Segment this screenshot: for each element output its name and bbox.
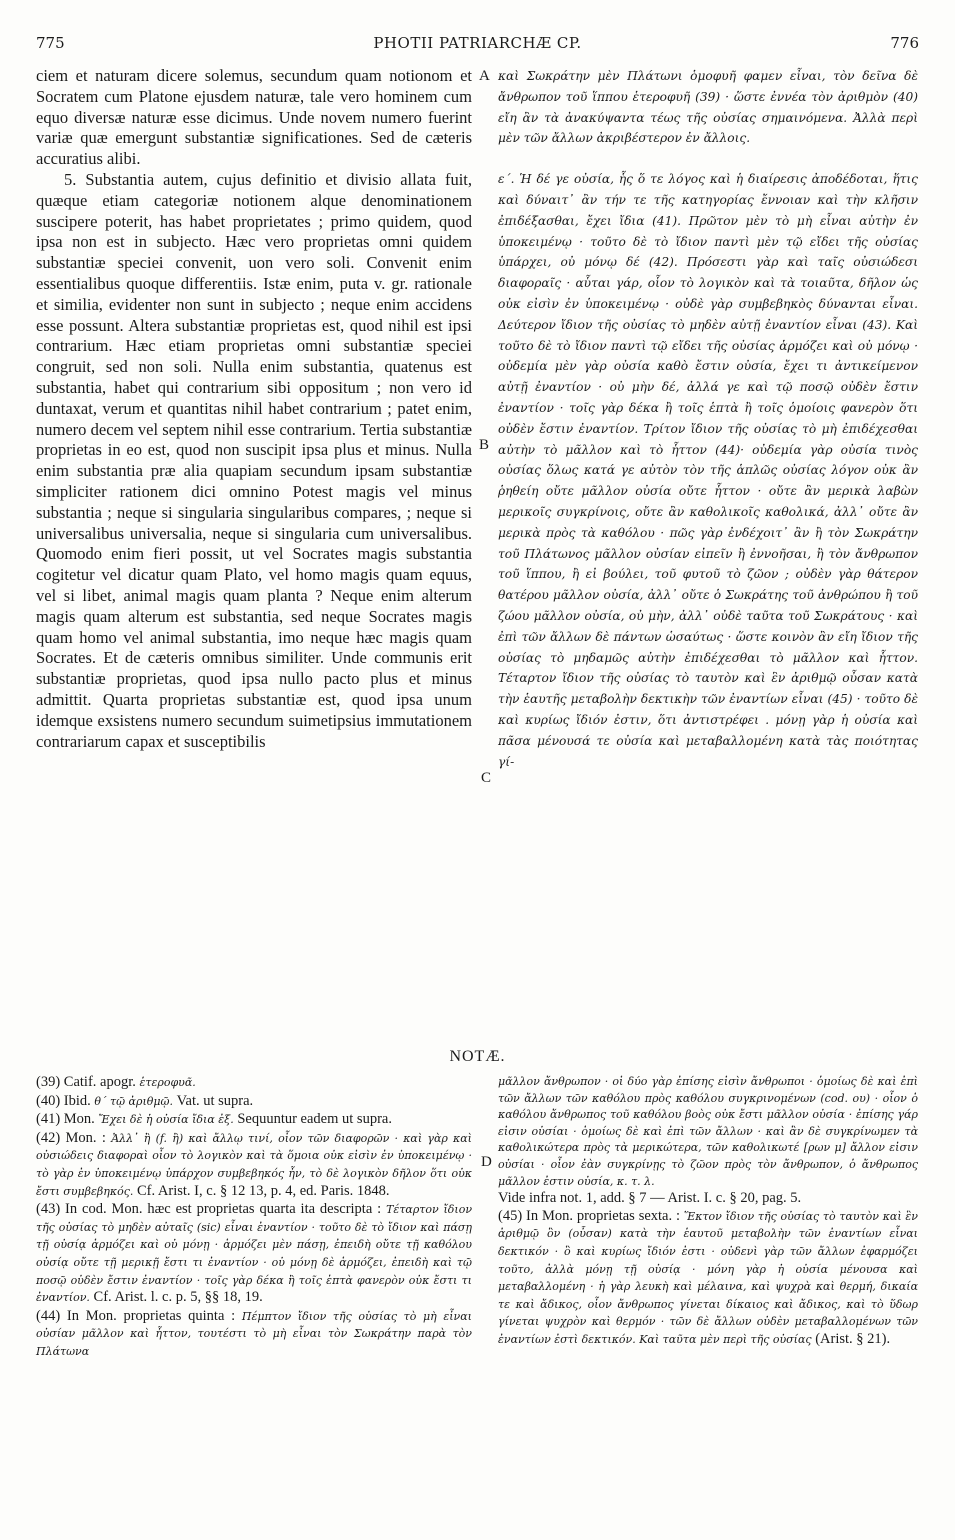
note-39-text: (39) Catif. apogr. [36,1074,140,1090]
note-42 [36,1130,472,1200]
page-number-right: 776 [890,34,919,52]
note-41-greek: Ἔχει δὲ ἡ οὐσία ἴδια ἐξ. [98,1113,234,1127]
note-43-text-end: Cf. Arist. l. c. p. 5, §§ 18, 19. [89,1289,263,1306]
note-40-greek: θ΄ τῷ ἀριθμῷ. [94,1094,174,1108]
note-45 [498,1208,918,1349]
note-44-text: (44) In Mon. proprietas quinta : [36,1307,242,1324]
section-marker-d: D [481,1154,492,1170]
latin-column [36,66,472,752]
note-42-greek: Ἀλλ᾽ ἢ (f. ἢ) καὶ ἄλλῳ τινί, οἷον τῶν διαφορῶν · καὶ γὰρ καὶ οὐσιώδεις διαφοραὶ οἷον τὸ λογικὸν καὶ τὰ ὅμοια οὐκ εἰσὶν ἐν ὑποκειμένῳ · τὸ γὰρ ἐν ὑποκειμένῳ ὑπάρχον συμβεβηκός ἦν, τὸ δὲ λογικὸν δῆλον ὅτι οὐκ ἔστι συμβεβηκός. [36,1131,472,1198]
note-42-text-end: Cf. Arist. I, c. § 12 13, p. 4, ed. Paris. 1848. [133,1182,390,1199]
page-header [0,34,955,58]
latin-paragraph-2: 5. Substantia autem, cujus definitio et divisio allata fuit, quæque etiam categoriæ notionem alque denominationem suscipere poterit, has habet proprietates ; primo quidem, quod ipsa non est in subjecto. Hæc vero proprietas omni quidem substantiæ speciei convenit, uon vero soli. Convenit enim essentialibus quoque differentiis. Istæ enim, puta v. gr. rationale et similia, evidenter non sunt in subjecto ; neque enim accidens esse possunt. Altera substantiæ proprietas est, quod nihil est ipsi contrarium. Hæc etiam proprietas omni substantiæ speciei congruit, sed non soli. Nulla enim substantia, quatenus est substantia, habet qui contrarium sibi oppositum ; non vero id duntaxat, verum et quantitas nihil habet contrarium ; patet enim, numero decem vel septem nihil esse contrarium. Tertia substantiæ proprietas in eo est, quod non suscipit ipsa plus et minus. Nulla enim substantia præ alia quapiam secundum ipsam substantiæ simpliciter rationem dici omnino Potest magis vel minus substantia ; neque si singularia singularibus compares, ; neque si universalibus universalia, neque si singularia cum universalibus. Quomodo enim fieri possit, ut vel Socrates magis substantia cogitetur vel dicatur quam Plato, vel homo magis quam equus, vel si libet, animal magis quam planta ? Neque enim alterum magis quam alterum est substantia, sed neque Socrates magis quam homo vel animal substantia, imo neque hæc magis quam Socrates. Et de cæteris omnibus similiter. Unde communis erit substantiæ proprietas, quod ipsa nullo pacto plus et minus admittit. Quarta proprietas substantiæ est, quod ipsa unum idemque exsistens numero secundum suimetipsius immutationem contrariarum capax et susceptibilis [36,169,472,751]
section-marker-a: A [479,68,490,84]
note-39 [36,1074,472,1092]
greek-paragraph-2: ε΄. Ἡ δέ γε οὐσία, ἧς ὅ τε λόγος καὶ ἡ διαίρεσις ἀποδέδοται, ἥτις καὶ δύναιτ᾽ ἂν τήν τε τῆς κατηγορίας ἔννοιαν καὶ τὴν κλῆσιν ἐπιδέξασθαι, ἔχει ἴδια (41). Πρῶτον μὲν τὸ μὴ εἶναι αὐτὴν ἐν ὑποκειμένῳ · τοῦτο δὲ τὸ ἴδιον παντὶ μὲν τῷ εἴδει τῆς οὐσίας ὑπάρχει, οὐ μόνῳ δέ (42). Πρόσεστι γὰρ καὶ ταῖς οὐσιώδεσι διαφοραῖς · αὗται γάρ, οἷον τὸ λογικὸν καὶ τὰ τοιαῦτα, δῆλον ὡς οὐκ εἰσὶν ἐν ὑποκειμένῳ · οὐδὲ γὰρ συμβεβηκὸς δύνανται εἶναι. Δεύτερον ἴδιον τῆς οὐσίας τὸ μηδὲν αὐτῇ ἐναντίον εἶναι (43). Καὶ τοῦτο δὲ τὸ ἴδιον παντὶ τῷ εἴδει τῆς οὐσίας ἁρμόζει καὶ οὐ μόνῳ · οὐδεμία μὲν γὰρ οὐσία καθὸ ἔστιν οὐσία, ἔχει τι ἀντικείμενον αὐτῇ ἐναντίον · οὐ μὴν δέ, ἀλλά γε καὶ τῷ ποσῷ οὐδὲν ἔστιν ἐναντίον · τοῖς γὰρ δέκα ἢ τοῖς ἑπτὰ ἢ τοῖς ὁμοίοις φανερὸν ὅτι οὐδὲν ἔστιν ἐναντίον. Τρίτον ἴδιον τῆς οὐσίας τὸ μὴ ἐπιδέχεσθαι αὐτὴν τὸ μᾶλλον καὶ τὸ ἧττον (44)· οὐδεμία γὰρ οὐσία τινὸς οὐσίας ὅλως κατά γε αὐτὸν τὸν τῆς ἁπλῶς οὐσίας λόγον οὐκ ἂν ῥηθείη οὔτε μᾶλλον οὐσία οὔτε ἧττον · οὔτε ἂν μερικὰ λαβὼν μερικοῖς συγκρίνοις, οὔτε ἂν καθολικοῖς καθολικά, ἀλλ᾽ οὔτε ἂν μερικὰ πρὸς τὰ καθόλου · πῶς γὰρ ἐνδέχοιτ᾽ ἂν ἢ τὸν Σωκράτην τοῦ Πλάτωνος μᾶλλον οὐσίαν εἰπεῖν ἢ ἐννοῆσαι, ἢ τὸν ἄνθρωπον τοῦ ἵππου, ἢ εἰ βούλει, τοῦ φυτοῦ τὸ ζῶον ; οὐδὲν γὰρ θάτερον θατέρου μᾶλλον οὐσία, ἀλλ᾽ οὔτε ὁ Σωκράτης τοῦ ἀνθρώπου ἢ τοῦ ζώου μᾶλλον οὐσία, οὐ μὴν, ἀλλ᾽ οὐδὲ ταῦτα τοῦ Σωκράτους · καὶ ἐπὶ τῶν ἄλλων δὲ πάντων ὡσαύτως · ὥστε κοινὸν ἂν εἴη ἴδιον τῆς οὐσίας τὸ μηδαμῶς αὐτὴν ἐπιδέχεσθαι τὸ μᾶλλον καὶ ἧττον. Τέταρτον ἴδιον τῆς οὐσίας τὸ ταυτὸν καὶ ἓν ἀριθμῷ οὖσαν κατὰ τὴν ἑαυτῆς μεταβολὴν δεκτικὴν τῶν ἐναντίων εἶναι (45) · τοῦτο δὲ καὶ κυρίως ἴδιόν ἐστιν, ὅτι ἀντιστρέφει . μόνῃ γὰρ ἡ οὐσία καὶ πᾶσα μένουσά τε οὐσία καὶ μεταβαλλομένη κατὰ τὰς ποιότητας γί- [498,172,918,769]
notes-heading: NOTÆ. [449,1048,506,1065]
note-43-greek: Τέταρτον ἴδιον τῆς οὐσίας τὸ μηδὲν αὐταῖς (sic) εἶναι ἐναντίον · τοῦτο δὲ τὸ ἴδιον καὶ πάσῃ τῇ οὐσίᾳ ἁρμόζει καὶ οὐ μόνῃ · ἁρμόζει μὲν πάσῃ, ἐπειδὴ οὔτε τῇ καθόλου οὐσίᾳ οὔτε τῇ μερικῇ ἔστι τι ἐναντίον · οὐ μόνῃ δὲ ἁρμόζει, ἐπειδὴ καὶ τῷ ποσῷ οὐδὲν ἔστιν ἐναντίον · τοῖς γὰρ δέκα ἢ τοῖς ἑπτὰ φανερὸν οὐκ ἔστι τι ἐναντίον. [36,1203,473,1305]
note-41 [36,1111,472,1129]
note-43 [36,1201,472,1307]
note-43-text: (43) In cod. Mon. hæc est proprietas quarta ita descripta : [36,1201,387,1218]
note-42-text: (42) Mon. : [36,1129,112,1146]
note-44 [36,1308,472,1361]
note-44-reference: Vide infra not. 1, add. § 7 — Arist. I. c. § 20, pag. 5. [498,1190,802,1207]
note-44-continuation: μᾶλλον ἄνθρωπον · οἱ δύο γὰρ ἐπίσης εἰσὶν ἄνθρωποι · ὁμοίως δὲ καὶ ἐπὶ τῶν ἄλλων τῶν καθόλου πρὸς καθόλου συγκρινομένων (cod. ου) · οἷον ὁ καθόλου ἄνθρωπος τοῦ καθόλου βοὸς οὐκ ἔστι μᾶλλον οὐσία · ἐπίσης γάρ εἰσιν οὐσίαι · ὁμοίως δὲ καὶ ἐπὶ τῶν ἄλλων · καὶ ἂν δὲ συγκρίνωμεν τὰ καθολικώτερα πρὸς τὰ μερικώτερα, τῶν καθολικωτέ [ρων μ] ἄλλον εἰσιν οὐσίαι · οἷον ἐὰν συγκρίνῃς τὸ ζῶον πρὸς τὸν ἄνθρωπον, ὁ ἄνθρωπος μᾶλλον ἐστιν οὐσία, κ. τ. λ. [498,1075,918,1188]
greek-column [498,66,918,772]
notes-right-column [498,1074,918,1350]
note-40-text-end: Vat. ut supra. [173,1092,254,1109]
note-44-greek: Πέμπτον ἴδιον τῆς οὐσίας τὸ μὴ εἶναι οὐσίαν μᾶλλον καὶ ἧττον, τουτέστι τὸ μὴ εἶναι τὸν Σωκράτην παρὰ τὸν Πλάτωνα [36,1309,472,1358]
note-45-greek: Ἕκτον ἴδιον τῆς οὐσίας τὸ ταυτὸν καὶ ἓν ἀριθμῷ ὂν (οὖσαν) κατὰ τὴν ἑαυτοῦ μεταβολὴν τῶν ἐναντίων εἶναι δεκτικόν · ὃ καὶ κυρίως ἴδιόν ἐστι · οὐδενὶ γὰρ τῶν ἄλλων ἐφαρμόζει τοῦτο, ἀλλὰ μόνῃ τῇ οὐσίᾳ · μόνη γὰρ ἡ οὐσία μένουσα καὶ μεταβαλλομένη · ἡ γὰρ λευκὴ καὶ μέλαινα, καὶ ψυχρὰ καὶ θερμή, δικαία τε καὶ ἄδικος, οἷον ἄνθρωπος γίνεται δίκαιος καὶ ἄδικος, καὶ τὸ ὕδωρ γίνεται ψυχρὸν καὶ θερμόν · τῶν δὲ ἄλλων οὐδὲν μεταβαλλομένων τῶν ἐναντίων ἐστὶ δεκτικόν. Καὶ ταῦτα μὲν περὶ τῆς οὐσίας [498,1209,918,1346]
latin-paragraph-1: ciem et naturam dicere solemus, secundum quam notionom et Socratem cum Platone ejusdem naturæ, tale vero hominem cum equo diversæ naturæ esse dicimus. Unde novem numero fuerint variæ quæ emergunt substantiæ significationes. Sed de cæteris accuratius alibi. [36,66,472,169]
note-40 [36,1093,472,1111]
note-39-greek: ἑτεροφυᾶ. [139,1076,196,1089]
note-41-text: (41) Mon. [36,1111,99,1128]
note-45-text: (45) In Mon. proprietas sexta. : [498,1207,684,1224]
section-marker-c: C [481,770,492,786]
greek-paragraph-1: καὶ Σωκράτην μὲν Πλάτωνι ὁμοφυῆ φαμεν εἶναι, τὸν δεῖνα δὲ ἄνθρωπον τοῦ ἵππου ἑτεροφυῆ (39) · ὥστε ἐννέα τὸν ἀριθμὸν (40) εἴη ἂν τὰ ἀνακύψαντα τέως τῆς οὐσίας σημαινόμενα. Ἀλλὰ περὶ μὲν τῶν ἄλλων ἀκριβέστερον ἐν ἄλλοις. [498,69,918,146]
note-41-text-end: Sequuntur eadem ut supra. [233,1111,392,1128]
note-40-text: (40) Ibid. [36,1092,95,1109]
page-number-left: 775 [36,34,65,52]
running-title: PHOTII PATRIARCHÆ CP. [373,34,582,52]
notes-left-column [36,1074,472,1362]
note-45-text-end: (Arist. § 21). [811,1330,891,1347]
section-marker-b: B [479,437,490,453]
